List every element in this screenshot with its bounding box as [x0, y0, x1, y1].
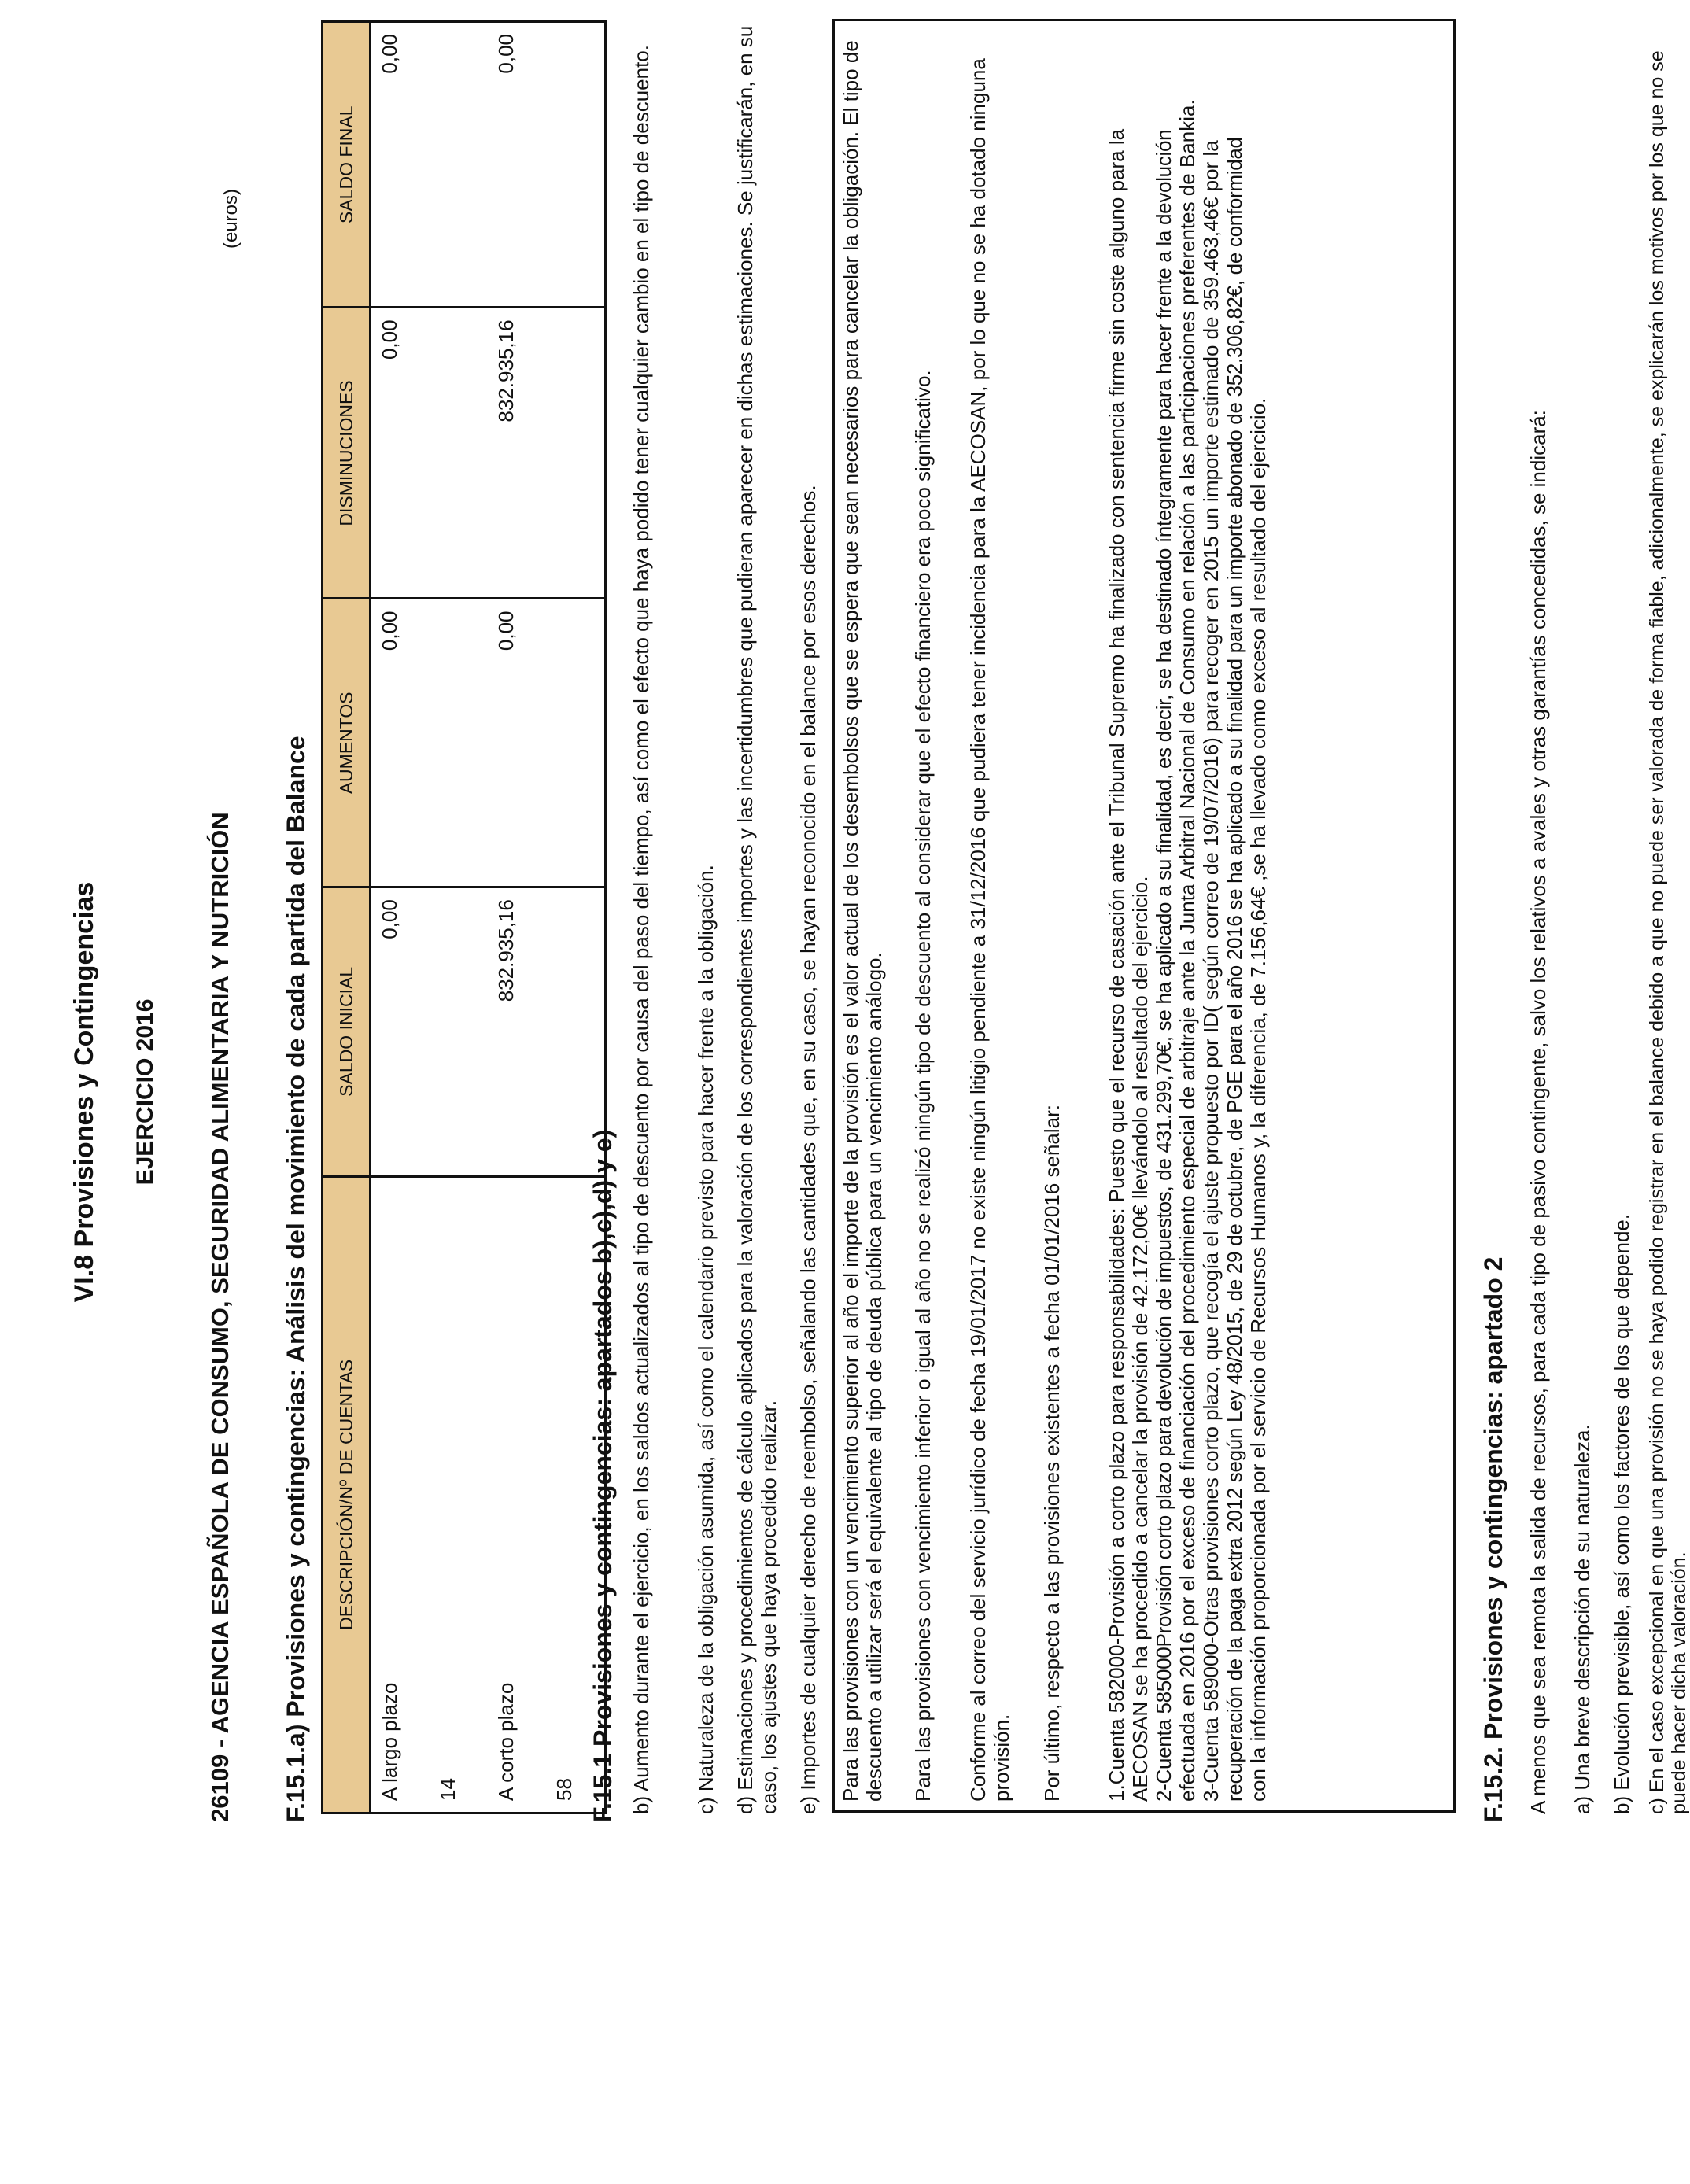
paragraph-c: c) Naturaleza de la obligación asumida, así como el calendario previsto para hacer frente a la obligación. — [694, 865, 718, 1814]
table-row — [430, 22, 488, 1813]
table-row — [371, 22, 430, 1813]
table-header-row — [323, 22, 371, 1813]
col-header-descripcion: DESCRIPCIÓN/Nº DE CUENTAS — [323, 1176, 371, 1813]
col-header-aumentos: AUMENTOS — [323, 599, 371, 887]
cell-saldo-inicial — [430, 887, 488, 1176]
cell-desc: 58 — [546, 1176, 606, 1813]
cell-saldo-final: 0,00 — [488, 22, 546, 308]
cell-saldo-inicial: 0,00 — [371, 887, 430, 1176]
box-line-4: efectuada en 2016 por el exceso de financiación del procedimiento especial de arbitraje ante la Junta Arbitral Nacional de Consumo en relación a las participaciones preferentes de Bankia. — [1175, 99, 1199, 1802]
entity-heading: 26109 - AGENCIA ESPAÑOLA DE CONSUMO, SEGURIDAD ALIMENTARIA Y NUTRICIÓN — [206, 812, 234, 1822]
cell-aumentos — [546, 599, 606, 887]
cell-aumentos: 0,00 — [488, 599, 546, 887]
box-line-7: con la información proporcionada por el servicio de Recursos Humanos y, la diferencia, de 7.156,64€ ,se ha llevado como exceso al resultado del ejercicio. — [1246, 397, 1270, 1802]
paragraph-e: e) Importes de cualquier derecho de reembolso, señalando las cantidades que, en su caso, se hayan reconocido en el balance por esos derechos. — [796, 485, 820, 1814]
cell-disminuciones: 832.935,16 — [488, 308, 546, 599]
section-15-2-a: a) Una breve descripción de su naturaleza. — [1570, 1424, 1594, 1814]
cell-disminuciones — [430, 308, 488, 599]
paragraph-d: d) Estimaciones y procedimientos de cálculo aplicados para la valoración de los correspondientes importes y las incertidumbres que pudieran aparecer en dichas estimaciones. Se justificarán, en su caso, los ajustes que haya procedido realizar. — [733, 25, 780, 1814]
page-title: VI.8 Provisiones y Contingencias — [69, 881, 99, 1303]
box-paragraph-4: Por último, respecto a las provisiones existentes a fecha 01/01/2016 señalar: — [1040, 1105, 1064, 1802]
box-line-3: 2-Cuenta 585000Provisión corto plazo para devolución de impuestos, de 431.299,70€, se ha aplicado a su finalidad, es decir, se ha destinado íntegramente para hacer frente a la devolución — [1152, 129, 1175, 1802]
box-line-6: recuperación de la paga extra 2012 según Ley 48/2015, de 29 de octubre, de PGE para el año 2016 se ha aplicado a su finalidad para un importe abonado de 352.306,82€, de conformidad — [1223, 137, 1246, 1802]
cell-saldo-inicial: 832.935,16 — [488, 887, 546, 1176]
box-paragraph-1: Para las provisiones con un vencimiento superior al año el importe de la provisión es el valor actual de los desembolsos que se espera que sean necesarios para cancelar la obligación. El tipo de descuento a utilizar será el equivalente al tipo de deuda pública para un vencimiento análogo. — [839, 40, 886, 1802]
section-15-1-title: F.15.1 Provisiones y contingencias: apartados b),c),d) y e) — [589, 1129, 617, 1822]
box-line-1: 1.Cuenta 582000-Provisión a corto plazo para responsabilidades: Puesto que el recurso de casación ante el Tribunal Supremo ha finalizado con sentencia firme sin coste alguno para la — [1105, 128, 1128, 1802]
section-a-title: F.15.1.a) Provisiones y contingencias: Análisis del movimiento de cada partida del Balance — [282, 736, 310, 1822]
provisions-table — [321, 20, 607, 1814]
section-15-2-c: c) En el caso excepcional en que una provisión no se haya podido registrar en el balance debido a que no puede ser valorada de forma fiable, adicionalmente, se explicarán los motivos por los que no se puede hacer dicha valoración. — [1646, 50, 1690, 1814]
col-header-saldo-inicial: SALDO INICIAL — [323, 887, 371, 1176]
units-label: (euros) — [220, 188, 242, 249]
cell-desc: A largo plazo — [371, 1176, 430, 1813]
section-15-2-title: F.15.2. Provisiones y contingencias: apartado 2 — [1479, 1256, 1507, 1822]
box-line-5: 3-Cuenta 589000-Otras provisiones corto plazo, que recogía el ajuste propuesto por ID( según correo de 19/07/2016) para recoger en 2015 un importe estimado de 359.463,46€ por la — [1199, 140, 1223, 1802]
cell-desc: 14 — [430, 1176, 488, 1813]
cell-disminuciones — [546, 308, 606, 599]
cell-aumentos — [430, 599, 488, 887]
section-15-2-b: b) Evolución previsible, así como los factores de los que depende. — [1610, 1213, 1633, 1814]
cell-saldo-final — [546, 22, 606, 308]
page-subtitle: EJERCICIO 2016 — [132, 998, 158, 1186]
box-paragraph-3: Conforme al correo del servicio jurídico de fecha 19/01/2017 no existe ningún litigio pendiente a 31/12/2016 que pudiera tener incidencia para la AECOSAN, por lo que no se ha dotado ninguna provisión. — [966, 58, 1013, 1802]
paragraph-b: b) Aumento durante el ejercicio, en los saldos actualizados al tipo de descuento por causa del paso del tiempo, así como el efecto que haya podido tener cualquier cambio en el tipo de descuento. — [629, 45, 653, 1814]
col-header-saldo-final: SALDO FINAL — [323, 22, 371, 308]
col-header-disminuciones: DISMINUCIONES — [323, 308, 371, 599]
cell-disminuciones: 0,00 — [371, 308, 430, 599]
box-line-2: AECOSAN se ha procedido a cancelar la provisión de 42.172,00€ llevándolo al resultado del ejercicio. — [1128, 876, 1152, 1802]
cell-desc: A corto plazo — [488, 1176, 546, 1813]
table-row — [488, 22, 546, 1813]
section-15-2-intro: A menos que sea remota la salida de recursos, para cada tipo de pasivo contingente, salvo los relativos a avales y otras garantías concedidas, se indicará: — [1526, 410, 1550, 1814]
cell-saldo-final — [430, 22, 488, 308]
box-paragraph-2: Para las provisiones con vencimiento inferior o igual al año no se realizó ningún tipo de descuento al considerar que el efecto financiero era poco significativo. — [911, 370, 935, 1802]
cell-saldo-final: 0,00 — [371, 22, 430, 308]
cell-aumentos: 0,00 — [371, 599, 430, 887]
